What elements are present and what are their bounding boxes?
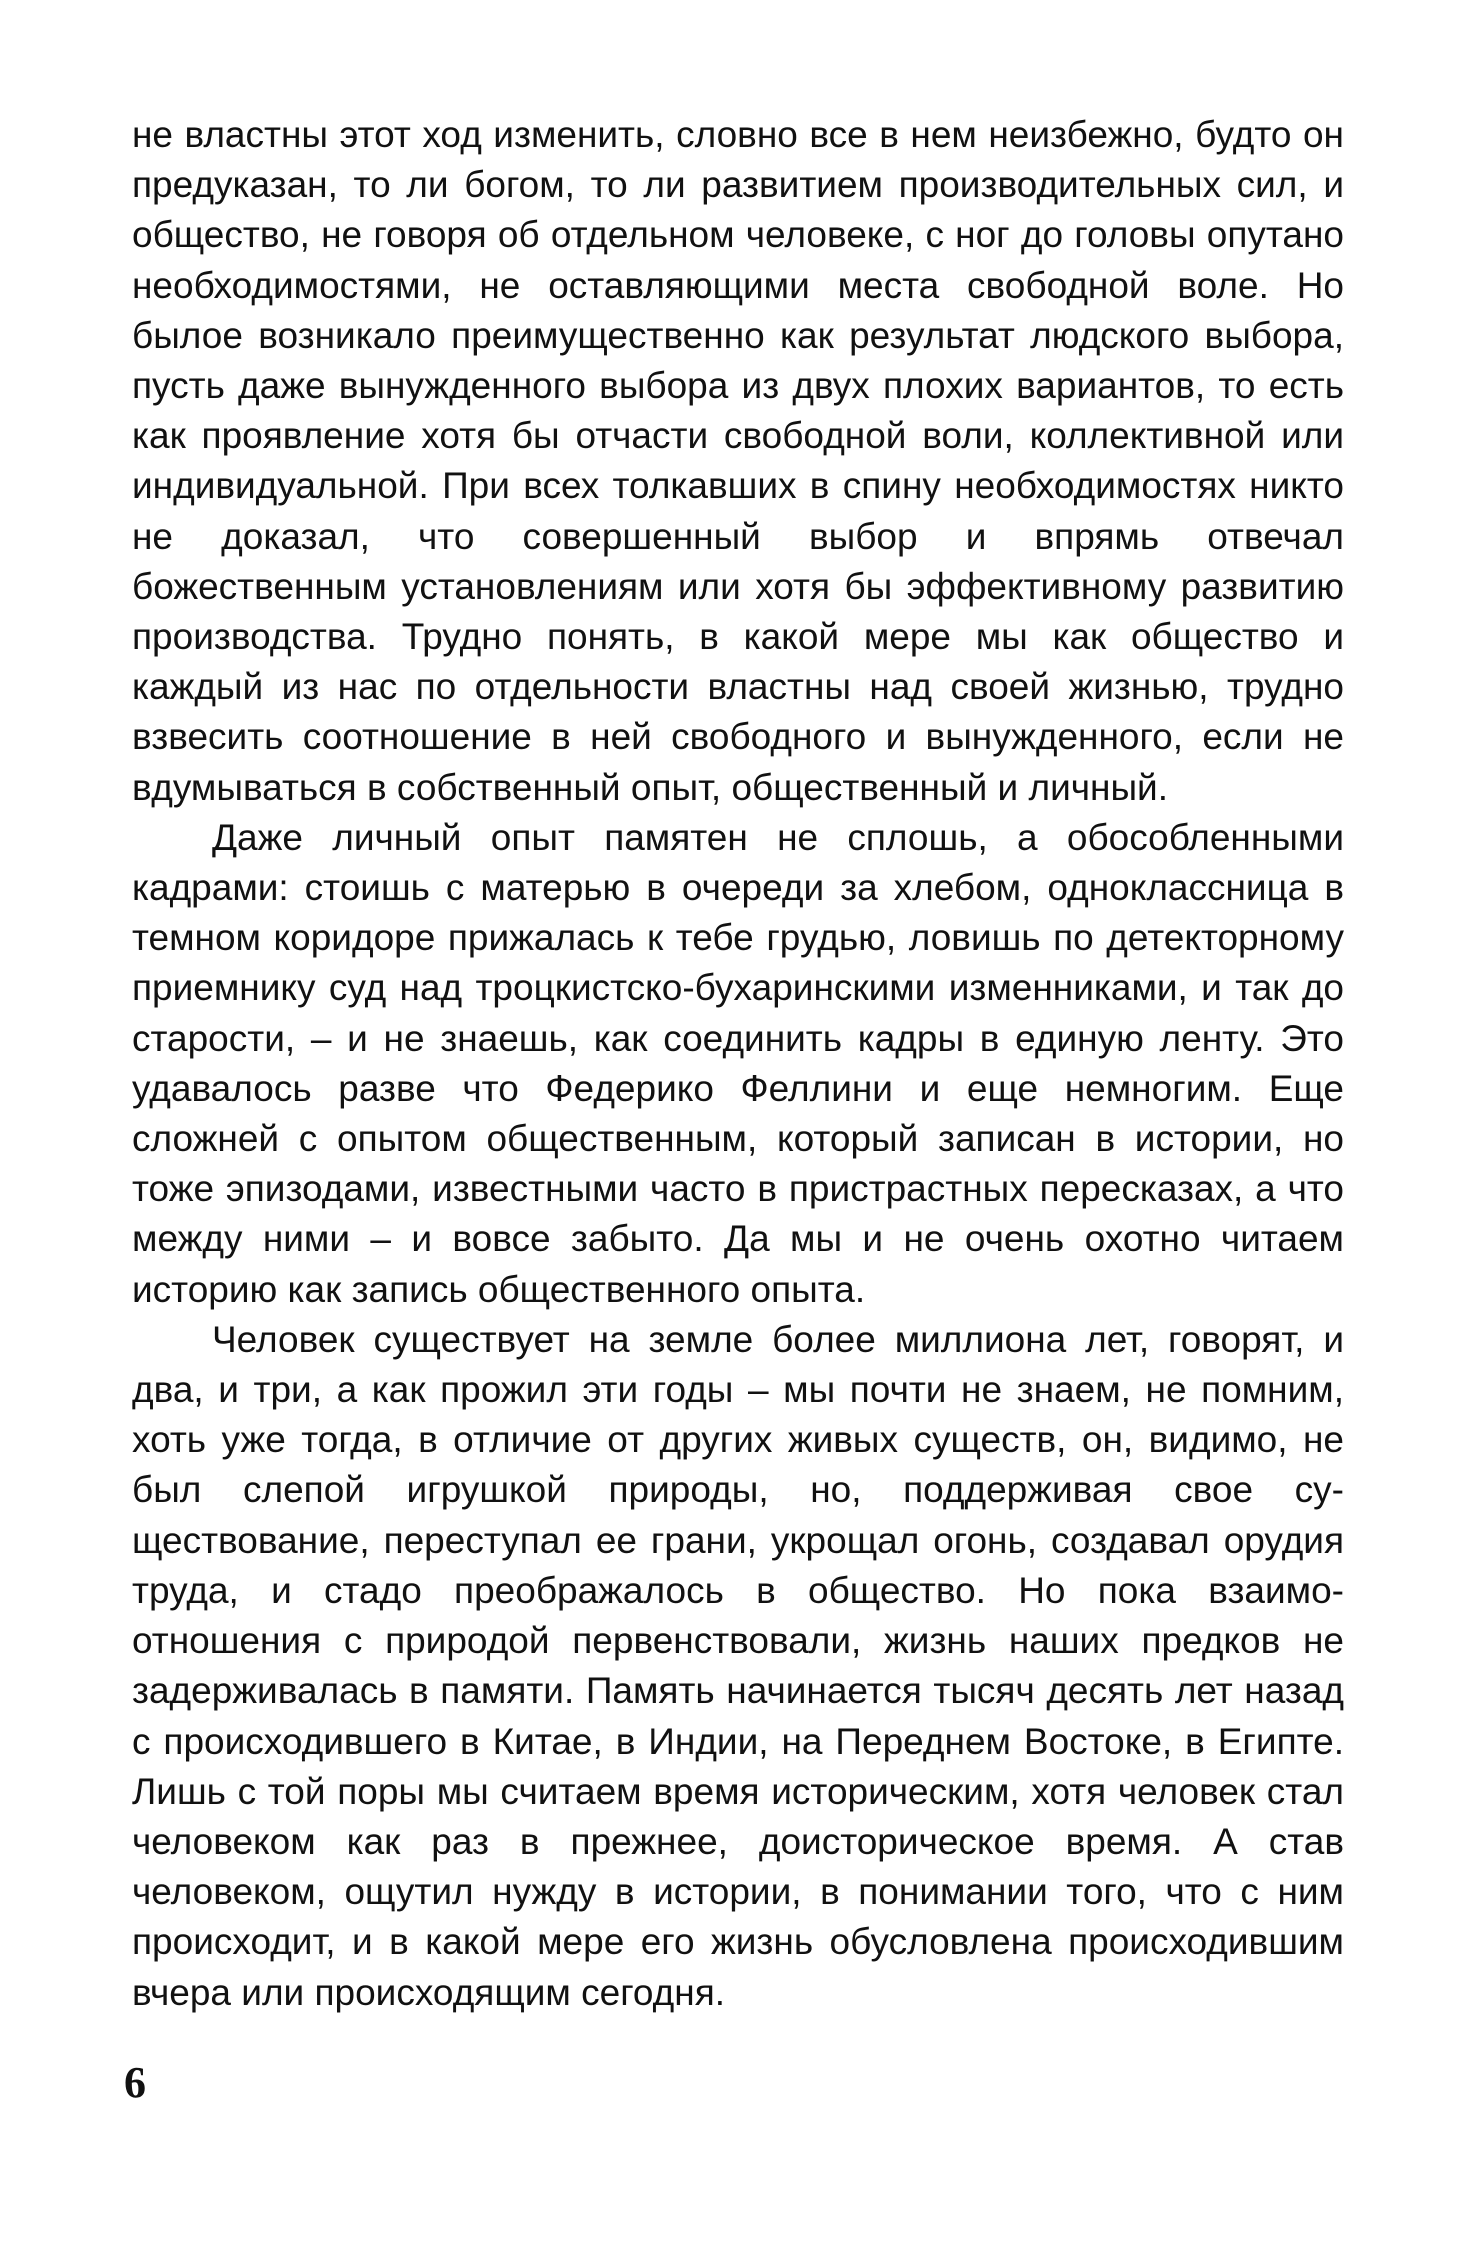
page-body: [132, 110, 1344, 2018]
page-number: 6: [124, 2058, 146, 2107]
paragraph-2: Даже личный опыт памятен не сплошь, а обособленными кадрами: стоишь с матерью в очереди за хлебом, одноклассница в темном коридоре прижалась к тебе грудью, ловишь по детекторному приемнику суд над троцкистско-бухаринскими изменниками, и так до старости, – и не знаешь, как соединить кадры в единую ленту. Это удавалось разве что Федерико Феллини и еще немногим. Еще сложней с опытом общественным, который записан в истории, но тоже эпизодами, известными часто в пристрастных пересказах, а что между ними – и вовсе забыто. Да мы и не очень охотно читаем историю как запись общественного опыта.: [132, 816, 1344, 1310]
paragraph-1: не властны этот ход изменить, словно все в нем неизбежно, будто он предуказан, то ли богом, то ли развитием производительных сил, и общество, не говоря об отдельном человеке, с ног до головы опутано необходимостями, не оставляющими места свободной воле. Но былое возникало преимущественно как результат людского выбора, пусть даже вынужденного выбора из двух плохих вариантов, то есть как проявление хотя бы отчасти свободной воли, коллективной или индивидуальной. При всех толкавших в спину необходимостях никто не доказал, что совершенный выбор и впрямь отвечал божественным установлениям или хотя бы эффективному развитию производства. Трудно понять, в какой мере мы как общество и каждый из нас по отдельности властны над своей жизнью, трудно взвесить соотношение в ней свободного и вынужденного, если не вдумываться в собственный опыт, общественный и личный.: [132, 114, 1344, 808]
paragraph-3: Человек существует на земле более миллиона лет, говорят, и два, и три, а как прожил эти годы – мы почти не знаем, не помним, хоть уже тогда, в отличие от других живых существ, он, видимо, не был слепой игрушкой природы, но, поддерживая свое существование, переступал ее грани, укрощал огонь, создавал орудия труда, и стадо преображалось в общество. Но пока взаимоотношения с природой первенствовали, жизнь наших предков не задерживалась в памяти. Память начинается тысяч десять лет назад с происходившего в Китае, в Индии, на Переднем Востоке, в Египте. Лишь с той поры мы считаем время историческим, хотя человек стал человеком как раз в прежнее, доисторическое время. А став человеком, ощутил нужду в истории, в понимании того, что с ним происходит, и в какой мере его жизнь обусловлена происходившим вчера или происходящим сегодня.: [132, 1318, 1344, 2013]
